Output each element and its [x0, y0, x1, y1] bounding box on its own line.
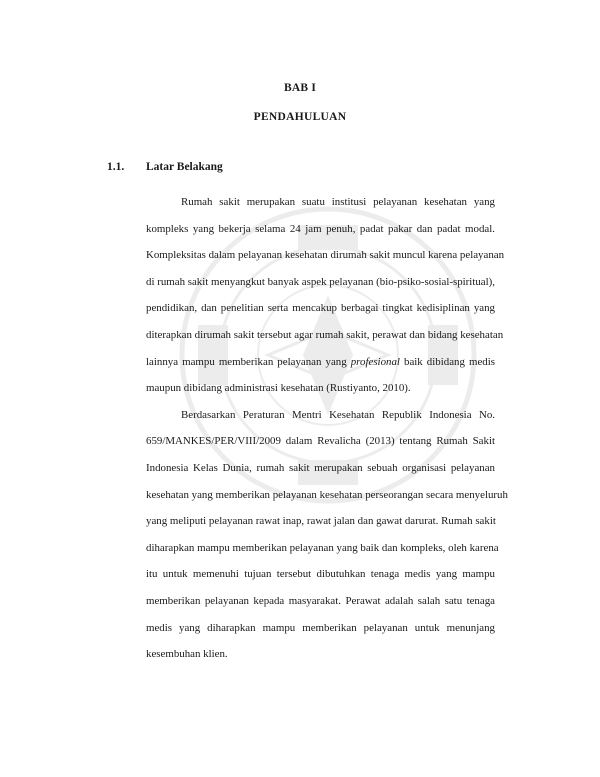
paragraph-line: kesembuhan klien. — [146, 648, 228, 661]
paragraph-line: medis yang diharapkan mampu memberikan pelayanan untuk menunjang — [146, 621, 495, 634]
paragraph-line: Berdasarkan Peraturan Mentri Kesehatan Republik Indonesia No. — [181, 408, 495, 421]
paragraph-line: diterapkan dirumah sakit tersebut agar rumah sakit, perawat dan bidang kesehatan — [146, 328, 504, 341]
paragraph-text: baik dibidang medis — [399, 355, 495, 368]
paragraph-line: maupun dibidang administrasi kesehatan (Rustiyanto, 2010). — [146, 382, 411, 395]
paragraph-line — [146, 349, 495, 376]
paragraph-line: pendidikan, dan penelitian serta mencakup berbagai tingkat kedisiplinan yang — [146, 302, 495, 315]
paragraph-line: Indonesia Kelas Dunia, rumah sakit merupakan sebuah organisasi pelayanan — [146, 461, 495, 474]
paragraph-line: kesehatan yang memberikan pelayanan kesehatan perseorangan secara menyeluruh — [146, 488, 508, 501]
paragraph-line: 659/MANKES/PER/VIII/2009 dalam Revalicha (2013) tentang Rumah Sakit — [146, 435, 495, 448]
italic-term: profesional — [350, 355, 400, 368]
section-title: Latar Belakang — [146, 161, 223, 173]
paragraph-line: itu untuk memenuhi tujuan tersebut dibutuhkan tenaga medis yang mampu — [146, 568, 495, 581]
paragraph-line: diharapkan mampu memberikan pelayanan yang baik dan kompleks, oleh karena — [146, 541, 499, 554]
chapter-title: PENDAHULUAN — [253, 111, 347, 123]
paragraph-line: yang meliputi pelayanan rawat inap, rawat jalan dan gawat darurat. Rumah sakit — [146, 515, 496, 528]
section-heading — [107, 161, 223, 173]
paragraph-line: memberikan pelayanan kepada masyarakat. Perawat adalah salah satu tenaga — [146, 594, 495, 607]
paragraph-line: Rumah sakit merupakan suatu institusi pelayanan kesehatan yang — [181, 196, 495, 208]
paragraph-text: lainnya mampu memberikan pelayanan yang — [146, 355, 351, 368]
paragraph-line: Kompleksitas dalam pelayanan kesehatan dirumah sakit muncul karena pelayanan — [146, 249, 505, 262]
body-text — [146, 189, 508, 668]
section-number: 1.1. — [107, 161, 125, 173]
paragraph-line: kompleks yang bekerja selama 24 jam penuh, padat pakar dan padat modal. — [146, 222, 495, 235]
paragraph-line: di rumah sakit menyangkut banyak aspek pelayanan (bio-psiko-sosial-spiritual), — [146, 275, 496, 288]
chapter-label: BAB I — [284, 82, 316, 94]
